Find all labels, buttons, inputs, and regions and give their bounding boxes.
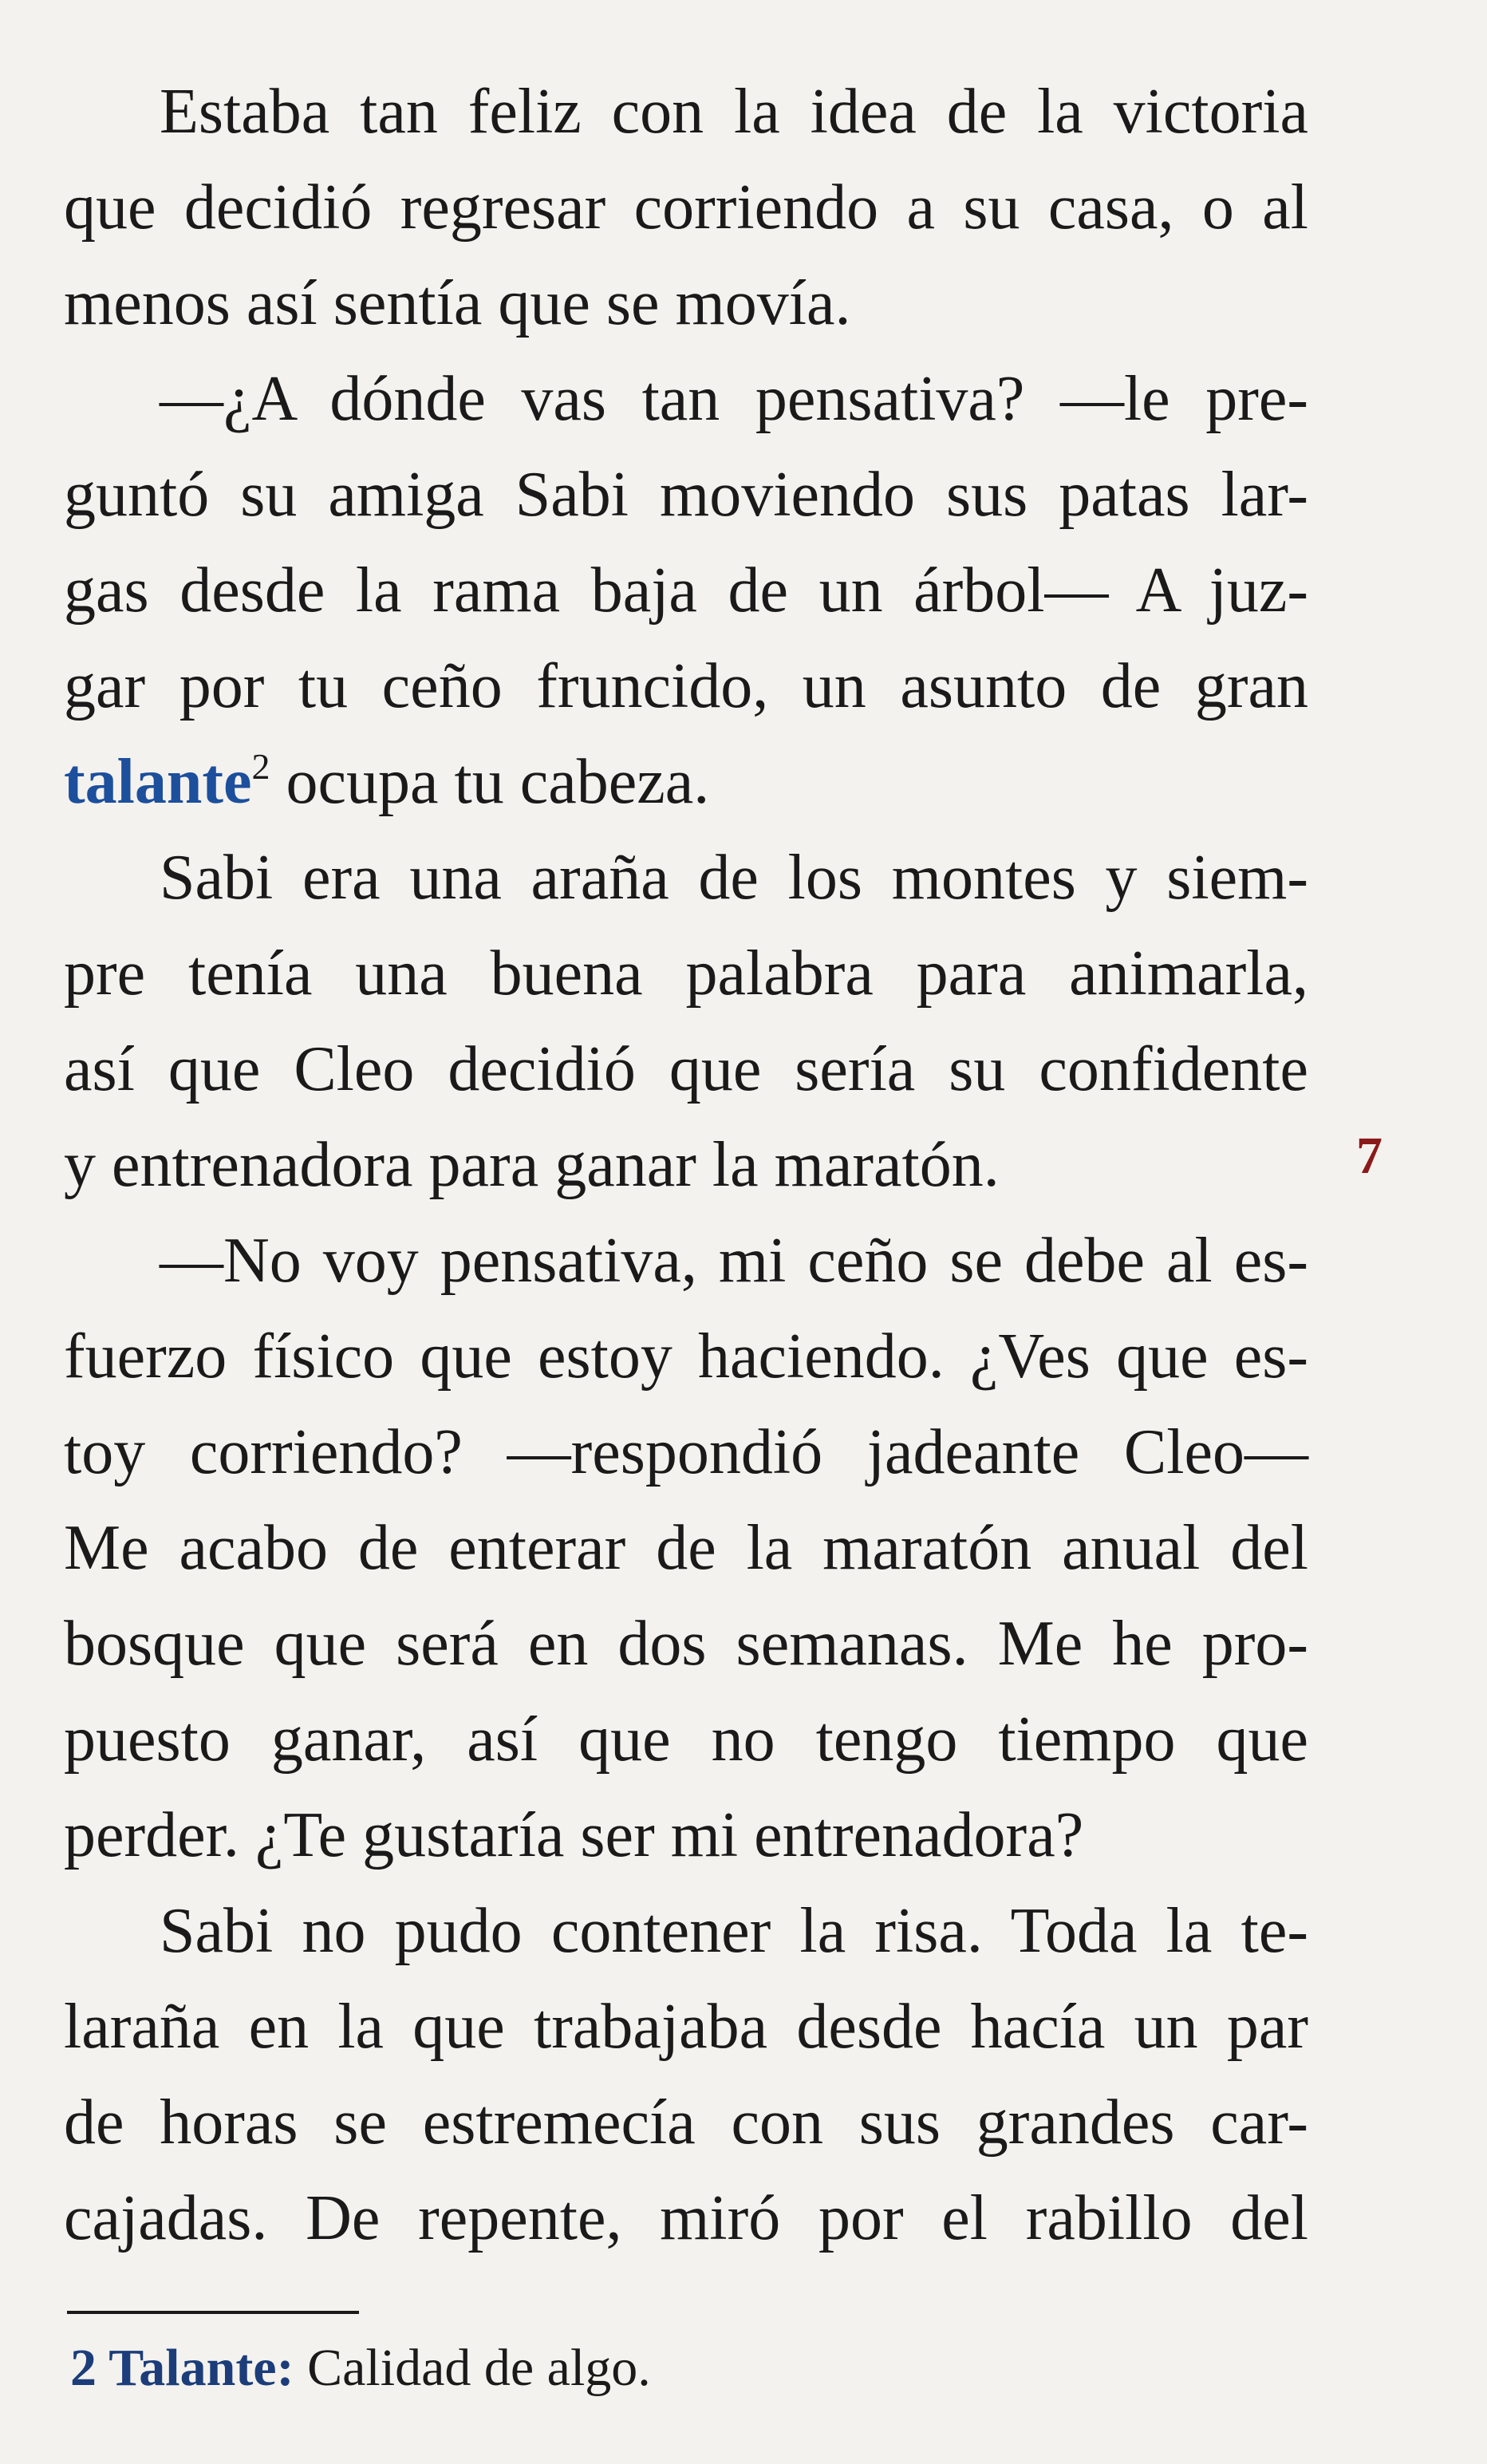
text-line: cajadas. De repente, miró por el rabillo del — [64, 2183, 1308, 2253]
text-line: —¿A dónde vas tan pensativa? —le pre- — [160, 364, 1308, 434]
text-line-with-gloss — [64, 734, 709, 830]
text-line: y entrenadora para ganar la maratón. — [64, 1130, 1000, 1200]
text-line: menos así sentía que se movía. — [64, 268, 851, 338]
page-number: 7 — [1356, 1127, 1382, 1185]
text-line: Sabi no pudo contener la risa. Toda la te- — [160, 1896, 1308, 1966]
text-line: —No voy pensativa, mi ceño se debe al es- — [160, 1226, 1308, 1296]
text-line: de horas se estremecía con sus grandes car- — [64, 2087, 1308, 2158]
text-line: así que Cleo decidió que sería su confidente — [64, 1034, 1308, 1104]
text-line: perder. ¿Te gustaría ser mi entrenadora? — [64, 1800, 1084, 1870]
footnote-reference: 2 — [251, 746, 270, 787]
text-line: gar por tu ceño fruncido, un asunto de gran — [64, 651, 1308, 721]
footnote-divider — [67, 2311, 359, 2314]
text-line: Sabi era una araña de los montes y siem- — [160, 843, 1308, 913]
text-line-rest: ocupa tu cabeza. — [286, 747, 710, 817]
text-line: gas desde la rama baja de un árbol— A juz- — [64, 555, 1308, 626]
gloss-term: talante — [64, 747, 252, 817]
text-line: que decidió regresar corriendo a su casa, o al — [64, 172, 1308, 243]
text-line: laraña en la que trabajaba desde hacía un par — [64, 1992, 1308, 2062]
footnote-text: Calidad de algo. — [307, 2339, 651, 2397]
text-line: bosque que será en dos semanas. Me he pro- — [64, 1609, 1308, 1679]
text-line: Me acabo de enterar de la maratón anual del — [64, 1513, 1308, 1583]
text-line: pre tenía una buena palabra para animarla, — [64, 938, 1308, 1009]
text-line: toy corriendo? —respondió jadeante Cleo— — [64, 1417, 1308, 1487]
text-line: guntó su amiga Sabi moviendo sus patas lar- — [64, 460, 1308, 530]
footnote — [70, 2328, 651, 2408]
footnote-label: 2 Talante: — [70, 2339, 294, 2397]
text-line: fuerzo físico que estoy haciendo. ¿Ves que es- — [64, 1321, 1308, 1392]
text-line: Estaba tan feliz con la idea de la victoria — [160, 77, 1308, 147]
text-line: puesto ganar, así que no tengo tiempo que — [64, 1704, 1308, 1775]
